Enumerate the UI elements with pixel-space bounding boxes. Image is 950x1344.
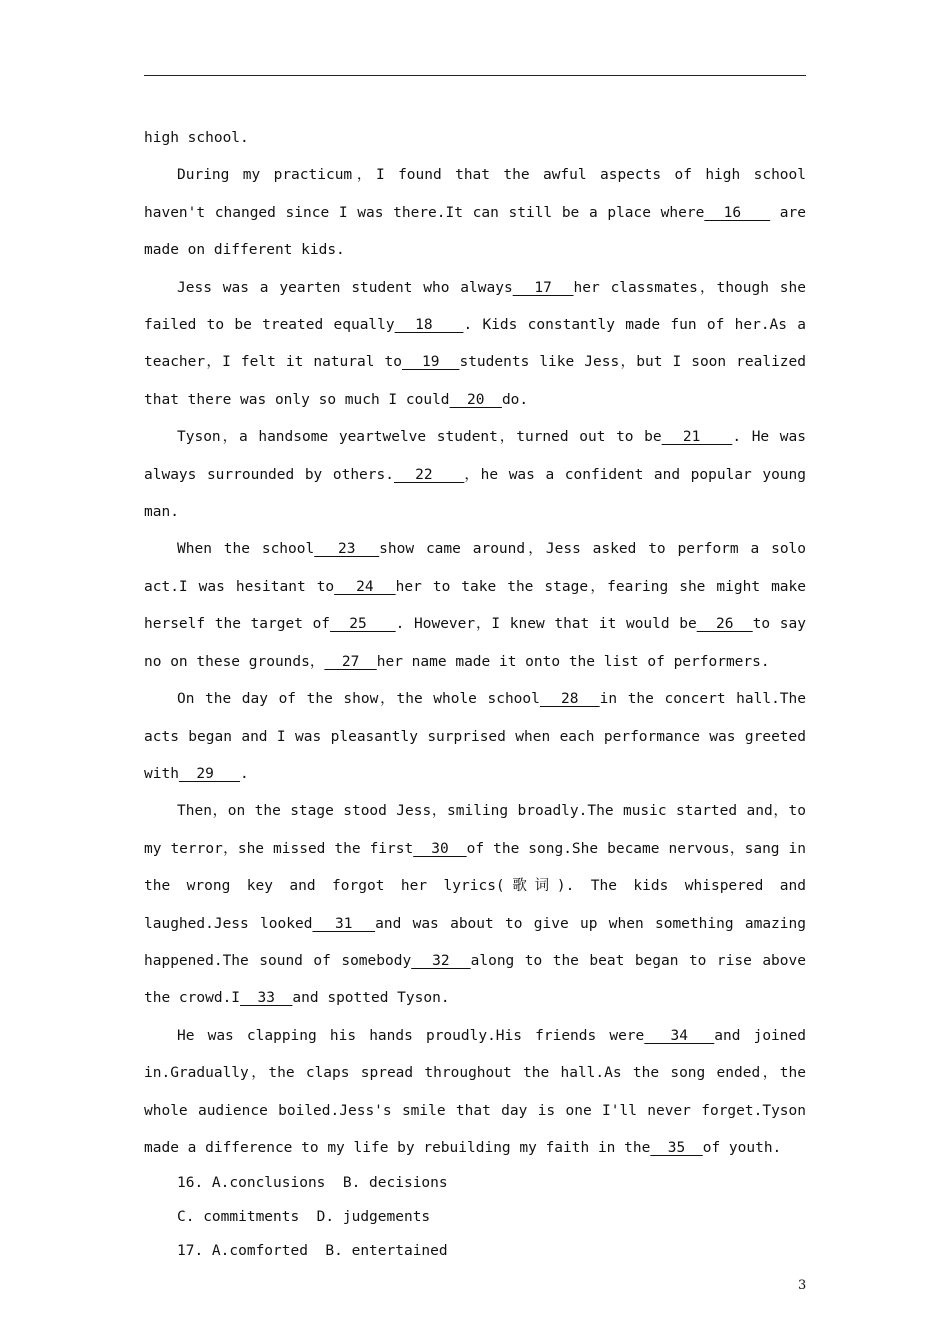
- page-number: 3: [798, 1278, 807, 1293]
- cloze-blank: 18: [394, 317, 464, 334]
- header-rule: [144, 75, 806, 76]
- passage-paragraph: [144, 793, 806, 1017]
- paragraph-text: On the day of the show，the whole school: [177, 691, 540, 708]
- paragraph-text: her to take the stage，fearing she might make herself the target of: [144, 578, 806, 633]
- cloze-blank: 27: [324, 653, 377, 670]
- paragraph-text: students like Jess，but I soon realized that there was only so much I could: [144, 354, 806, 408]
- paragraph-text: in the concert hall.The acts began and I was pleasantly surprised when each performance was greeted with: [144, 691, 806, 782]
- paragraph-text: He was clapping his hands proudly.His friends were: [177, 1027, 645, 1044]
- cloze-blank: 31: [312, 915, 376, 932]
- paragraph-text: Jess was a yearten student who always: [177, 279, 513, 296]
- paragraph-text: and was about to give up when something amazing happened.The sound of somebody: [144, 915, 806, 969]
- paragraph-text: and spotted Tyson.: [292, 990, 450, 1007]
- cloze-blank: 23: [314, 541, 380, 558]
- paragraph-text: are made on different kids.: [144, 204, 806, 259]
- paragraph-text: ，he was a confident and popular young man.: [144, 466, 806, 521]
- paragraph-text: During my practicum，I found that the awful aspects of high school haven't changed since I was there.It can still be a place where: [144, 167, 806, 221]
- paragraph-text: show came around，Jess asked to perform a solo act.I was hesitant to: [144, 541, 807, 595]
- paragraph-text: do.: [501, 391, 529, 408]
- cloze-blank: 32: [411, 952, 471, 969]
- cloze-blank: 33: [240, 990, 293, 1007]
- paragraph-text: of youth.: [702, 1139, 782, 1156]
- answer-option-line: 17. A.comforted B. entertained: [177, 1242, 448, 1259]
- paragraph-text: Then，on the stage stood Jess，smiling broadly.The music started and，to my terror，she missed the first: [144, 803, 806, 857]
- paragraph-text: Tyson，a handsome yeartwelve student，turned out to be: [177, 429, 662, 446]
- passage-paragraph: [144, 419, 806, 531]
- passage-body: [144, 120, 806, 1268]
- paragraph-text: .: [240, 765, 249, 782]
- cloze-blank: 35: [650, 1139, 703, 1156]
- cloze-blank: 24: [334, 578, 396, 595]
- paragraph-text: along to the beat began to rise above the crowd.I: [144, 952, 806, 1007]
- cloze-blank: 20: [449, 391, 502, 408]
- answer-option-line: 16. A.conclusions B. decisions: [177, 1175, 448, 1192]
- paragraph-text: her classmates，though she failed to be treated equally: [144, 279, 806, 334]
- cloze-blank: 17: [512, 279, 574, 296]
- paragraph-text: . However，I knew that it would be: [395, 616, 697, 633]
- paragraph-text: her name made it onto the list of performers.: [376, 653, 770, 670]
- paragraph-text: . Kids constantly made fun of her.As a teacher，I felt it natural to: [144, 317, 807, 371]
- paragraph-text: When the school: [177, 541, 315, 558]
- passage-paragraph: [144, 681, 806, 793]
- cloze-blank: 25: [330, 616, 396, 633]
- cloze-blank: 29: [178, 765, 241, 782]
- cloze-blank: 21: [661, 429, 733, 446]
- paragraph-text: of the song.She became nervous，sang in the wrong key and forgot her lyrics(歌词). The kids whispered and laughed.Jess looked: [144, 840, 806, 932]
- passage-paragraph: [144, 531, 806, 681]
- cloze-blank: 26: [696, 616, 753, 633]
- passage-paragraph: [144, 270, 806, 420]
- passage-paragraph: [144, 1018, 806, 1168]
- paragraph-text: to say no on these grounds，: [144, 616, 806, 670]
- paragraph-text: high school.: [144, 130, 249, 146]
- passage-paragraph: [144, 157, 806, 269]
- cloze-blank: 22: [393, 466, 465, 483]
- paragraph-text: and joined in.Gradually，the claps spread throughout the hall.As the song ended，the whole audience boiled.Jess's smile that day is one I'll never forget.Tyson made a difference to my life by rebuilding my faith in the: [144, 1027, 806, 1156]
- passage-paragraph: [144, 120, 806, 157]
- cloze-blank: 16: [704, 204, 771, 221]
- cloze-blank: 19: [401, 354, 460, 371]
- cloze-blank: 28: [539, 691, 600, 708]
- cloze-blank: 30: [413, 840, 467, 857]
- cloze-blank: 34: [644, 1027, 715, 1044]
- answer-option-line: C. commitments D. judgements: [177, 1208, 431, 1225]
- paragraph-text: . He was always surrounded by others.: [144, 429, 806, 483]
